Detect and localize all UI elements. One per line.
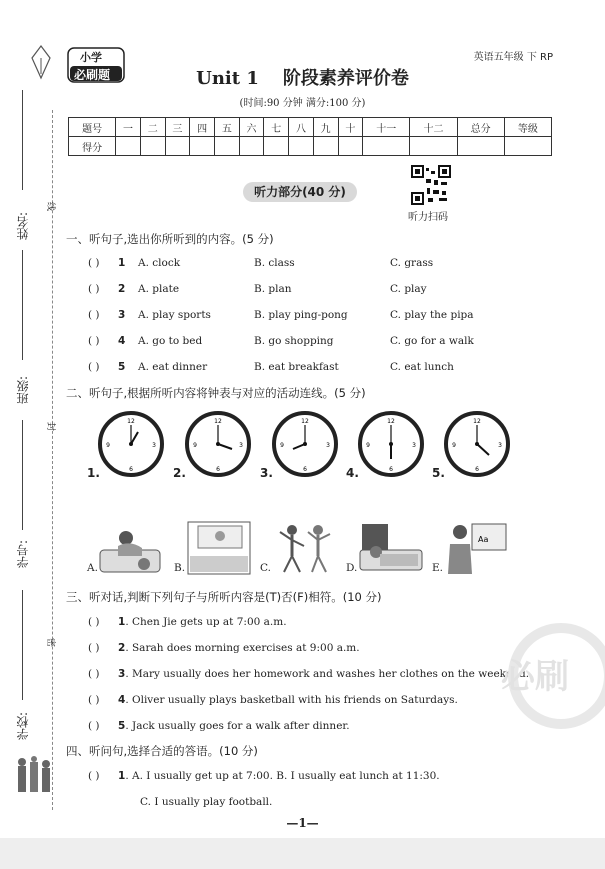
brand-watermark	[495, 620, 605, 730]
option-a: A. eat dinner	[138, 361, 208, 373]
score-input-cell[interactable]	[338, 137, 363, 156]
svg-text:3: 3	[152, 442, 156, 449]
svg-text:9: 9	[280, 442, 284, 449]
option-b: B. eat breakfast	[254, 361, 339, 373]
score-table-header-row	[69, 118, 552, 137]
score-cell: 题号	[69, 118, 116, 137]
svg-text:9: 9	[106, 442, 110, 449]
statement-text: . Jack usually goes for a walk after dinner.	[125, 720, 350, 732]
option-c: C. go for a walk	[390, 335, 474, 347]
score-table	[68, 117, 552, 156]
decorative-figures-icon	[16, 756, 56, 796]
answer-blank[interactable]: ( )	[88, 616, 100, 628]
score-row-label: 得分	[69, 137, 116, 156]
item-number: 1	[118, 770, 126, 782]
svg-text:9: 9	[193, 442, 197, 449]
item-number: 5	[118, 361, 126, 373]
q3-row	[88, 694, 458, 706]
svg-text:Aa: Aa	[478, 535, 489, 544]
name-label: 姓名:	[16, 212, 30, 241]
score-cell: 一	[116, 118, 141, 137]
option-b: B. play ping-pong	[254, 309, 348, 321]
answer-options-line-1: . A. I usually get up at 7:00. B. I usually eat lunch at 11:30.	[125, 770, 440, 782]
watermark-text: 必刷	[501, 657, 569, 697]
score-cell: 三	[165, 118, 190, 137]
svg-text:9: 9	[366, 442, 370, 449]
morning-exercise-picture	[272, 520, 338, 576]
q3-row	[88, 720, 350, 732]
option-a: A. clock	[138, 257, 181, 269]
clock-label: 2.	[173, 466, 186, 480]
q1-row	[88, 309, 548, 321]
answer-blank[interactable]: ( )	[88, 309, 100, 321]
class-label: 班级:	[16, 376, 30, 405]
score-cell: 等级	[504, 118, 551, 137]
cut-mark-line: 线	[45, 201, 56, 212]
q3-heading: 三、听对话,判断下列句子与所听内容是(T)否(F)相符。(10 分)	[66, 590, 382, 604]
clock-icon	[185, 411, 251, 477]
score-input-cell[interactable]	[289, 137, 314, 156]
title-unit: Unit 1	[196, 68, 259, 89]
score-cell: 七	[264, 118, 289, 137]
q3-row	[88, 616, 287, 628]
svg-text:12: 12	[387, 418, 395, 425]
answer-blank[interactable]: ( )	[88, 668, 100, 680]
q1-row	[88, 283, 548, 295]
answer-blank[interactable]: ( )	[88, 361, 100, 373]
clock-label: 5.	[432, 466, 445, 480]
option-c: C. eat lunch	[390, 361, 454, 373]
svg-text:3: 3	[239, 442, 243, 449]
option-a: A. play sports	[138, 309, 211, 321]
svg-text:3: 3	[412, 442, 416, 449]
cut-mark-seal: 封	[45, 421, 56, 432]
score-input-cell[interactable]	[410, 137, 457, 156]
score-input-cell[interactable]	[457, 137, 504, 156]
item-number: 5	[118, 720, 126, 732]
answer-blank[interactable]: ( )	[88, 283, 100, 295]
score-input-cell[interactable]	[116, 137, 141, 156]
svg-text:3: 3	[498, 442, 502, 449]
svg-text:6: 6	[216, 466, 220, 473]
class-line	[22, 250, 23, 360]
cut-line	[52, 110, 53, 810]
score-cell: 五	[214, 118, 239, 137]
score-input-cell[interactable]	[363, 137, 410, 156]
page-title	[0, 64, 605, 90]
option-a: A. go to bed	[138, 335, 203, 347]
q4-heading: 四、听问句,选择合适的答语。(10 分)	[66, 744, 258, 758]
q3-row	[88, 642, 360, 654]
clock-label: 3.	[260, 466, 273, 480]
svg-text:6: 6	[389, 466, 393, 473]
option-c: C. play	[390, 283, 427, 295]
school-label: 学校:	[16, 712, 30, 741]
svg-text:3: 3	[326, 442, 330, 449]
svg-text:12: 12	[127, 418, 135, 425]
option-b: B. class	[254, 257, 295, 269]
clock-label: 4.	[346, 466, 359, 480]
id-label: 学号:	[16, 540, 30, 569]
q4-row	[88, 770, 440, 782]
answer-blank[interactable]: ( )	[88, 257, 100, 269]
svg-text:6: 6	[475, 466, 479, 473]
score-cell: 十一	[363, 118, 410, 137]
picture-label: E.	[432, 562, 444, 574]
going-to-bed-picture	[358, 520, 424, 576]
svg-text:12: 12	[301, 418, 309, 425]
score-cell: 总分	[457, 118, 504, 137]
score-cell: 九	[313, 118, 338, 137]
score-input-cell[interactable]	[190, 137, 215, 156]
svg-text:9: 9	[452, 442, 456, 449]
item-number: 4	[118, 694, 126, 706]
clock-icon	[98, 411, 164, 477]
score-input-cell[interactable]	[214, 137, 239, 156]
score-input-cell[interactable]	[264, 137, 289, 156]
title-main: 阶段素养评价卷	[282, 68, 409, 89]
statement-text: . Mary usually does her homework and washes her clothes on the weekend.	[125, 668, 530, 680]
score-cell: 二	[140, 118, 165, 137]
item-number: 1	[118, 257, 126, 269]
score-cell: 六	[239, 118, 264, 137]
logo-text-top: 小学	[80, 51, 102, 64]
item-number: 3	[118, 668, 126, 680]
q1-row	[88, 335, 548, 347]
listening-section-banner: 听力部分(40 分)	[243, 182, 357, 202]
item-number: 4	[118, 335, 126, 347]
q1-row	[88, 361, 548, 373]
svg-text:6: 6	[303, 466, 307, 473]
answer-blank[interactable]: ( )	[88, 642, 100, 654]
answer-blank[interactable]: ( )	[88, 720, 100, 732]
item-number: 3	[118, 309, 126, 321]
picture-label: B.	[174, 562, 186, 574]
statement-text: . Chen Jie gets up at 7:00 a.m.	[125, 616, 287, 628]
cut-mark-secret: 密	[45, 637, 56, 648]
option-a: A. plate	[138, 283, 180, 295]
score-table-score-row	[69, 137, 552, 156]
child-waking-up-picture	[98, 520, 164, 576]
item-number: 2	[118, 283, 126, 295]
svg-text:12: 12	[473, 418, 481, 425]
score-cell: 十二	[410, 118, 457, 137]
school-line	[22, 590, 23, 700]
option-b: B. go shopping	[254, 335, 334, 347]
picture-label: A.	[87, 562, 98, 574]
page-number: —1—	[286, 816, 319, 830]
binding-margin	[0, 0, 62, 869]
q2-heading: 二、听句子,根据所听内容将钟表与对应的活动连线。(5 分)	[66, 386, 366, 400]
answer-blank[interactable]: ( )	[88, 770, 100, 782]
score-input-cell[interactable]	[140, 137, 165, 156]
q1-heading: 一、听句子,选出你所听到的内容。(5 分)	[66, 232, 274, 246]
score-input-cell[interactable]	[504, 137, 551, 156]
score-cell: 八	[289, 118, 314, 137]
bottom-strip	[0, 838, 605, 869]
clock-icon	[358, 411, 424, 477]
q1-row	[88, 257, 548, 269]
score-cell: 四	[190, 118, 215, 137]
q3-row	[88, 668, 529, 680]
option-b: B. plan	[254, 283, 292, 295]
svg-text:6: 6	[129, 466, 133, 473]
item-number: 2	[118, 642, 126, 654]
answer-options-line-2: C. I usually play football.	[140, 796, 273, 808]
picture-label: D.	[346, 562, 358, 574]
svg-text:12: 12	[214, 418, 222, 425]
clock-icon	[444, 411, 510, 477]
qr-code-icon[interactable]	[411, 165, 451, 205]
grade-info: 英语五年级 下 RP	[473, 52, 553, 63]
statement-text: . Sarah does morning exercises at 9:00 a.m.	[125, 642, 360, 654]
option-c: C. play the pipa	[390, 309, 474, 321]
score-input-cell[interactable]	[165, 137, 190, 156]
score-input-cell[interactable]	[239, 137, 264, 156]
clock-label: 1.	[87, 466, 100, 480]
clock-icon	[272, 411, 338, 477]
answer-blank[interactable]: ( )	[88, 335, 100, 347]
answer-blank[interactable]: ( )	[88, 694, 100, 706]
qr-caption: 听力扫码	[408, 212, 448, 223]
picture-label: C.	[260, 562, 271, 574]
logo-text-bottom: 必刷题	[74, 68, 111, 82]
room-picture	[186, 520, 252, 576]
teacher-picture	[444, 520, 510, 576]
item-number: 1	[118, 616, 126, 628]
option-c: C. grass	[390, 257, 434, 269]
statement-text: . Oliver usually plays basketball with his friends on Saturdays.	[125, 694, 458, 706]
page-subtitle: (时间:90 分钟 满分:100 分)	[239, 98, 366, 109]
id-line	[22, 420, 23, 530]
score-input-cell[interactable]	[313, 137, 338, 156]
score-cell: 十	[338, 118, 363, 137]
